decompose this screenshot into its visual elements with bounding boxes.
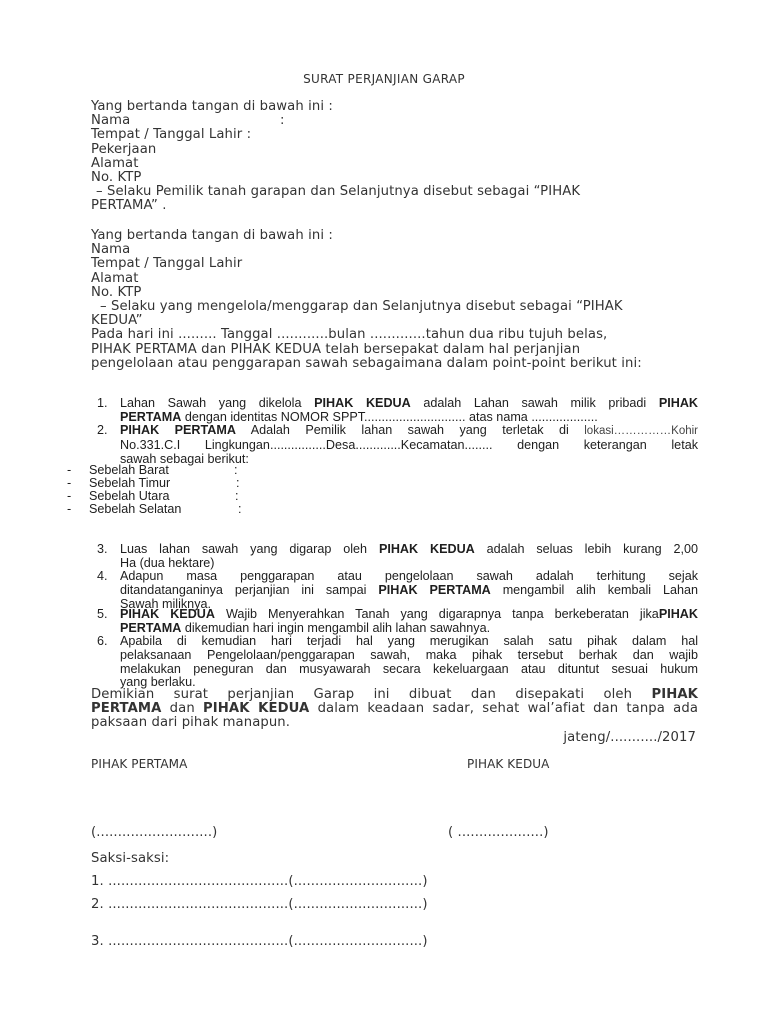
document-title: SURAT PERJANJIAN GARAP [303,72,465,86]
pihak-kedua-statement-cont: KEDUA” [91,313,143,329]
point-number: 6. [97,634,108,648]
point-number: 3. [97,542,108,556]
pihak-pertama-statement-cont: PERTAMA” . [91,198,167,214]
field-tempat-lahir: Tempat / Tanggal Lahir : [91,127,252,143]
point-1: 1. Lahan Sawah yang dikelola PIHAK KEDUA adalah Lahan sawah milik pribadi PIHAK PERTAMA dengan identitas NOMOR SPPT............................. atas nama ................... [97,396,699,424]
point-2: 2. PIHAK PERTAMA Adalah Pemilik lahan sawah yang terletak di lokasi……………Kohir No.331.C.I Lingkungan................Desa.............Kecamatan........ dengan keterangan letak sawah sebagai berikut: [97,423,699,466]
point-number: 4. [97,569,108,583]
signature-label-pihak-kedua: PIHAK KEDUA [467,757,550,771]
pihak-kedua-statement: – Selaku yang mengelola/menggarap dan Selanjutnya disebut sebagai “PIHAK [100,299,623,315]
witness-line-2: 2. ..........................................(..............................) [91,897,428,912]
witness-line-1: 1. ..........................................(..............................) [91,874,428,889]
field-no-ktp: No. KTP [91,284,142,300]
agreement-line-1: Pada hari ini ......... Tanggal ............bulan .............tahun dua ribu tujuh belas, [91,327,608,343]
field-tempat-lahir: Tempat / Tanggal Lahir [91,256,243,272]
pihak-pertama-section [91,100,580,214]
witness-line-3: 3. ..........................................(..............................) [91,934,428,949]
field-nama: Nama [91,242,131,258]
border-item-timur: - Sebelah Timur : [67,476,240,490]
field-nama: Nama : [91,113,285,129]
witnesses-title: Saksi-saksi: [91,851,170,866]
point-5: 5. PIHAK KEDUA Wajib Menyerahkan Tanah yang digarapnya tanpa berkeberatan jikaPIHAK PERTAMA dikemudian hari ingin mengambil alih lahan sawahnya. [97,607,698,635]
point-number: 2. [97,423,108,437]
signature-label-pihak-pertama: PIHAK PERTAMA [91,757,188,771]
border-item-selatan: - Sebelah Selatan : [67,502,242,516]
field-alamat: Alamat [91,155,139,171]
signature-line-pihak-kedua: ( ....................) [448,825,549,840]
point-number: 5. [97,607,108,621]
nama-colon: : [280,113,285,129]
pihak-kedua-section [91,229,642,371]
field-alamat: Alamat [91,270,139,286]
point-3: 3. Luas lahan sawah yang digarap oleh PIHAK KEDUA adalah seluas lebih kurang 2,00 Ha (dua hektare) [97,542,699,570]
agreement-line-3: pengelolaan atau penggarapan sawah sebagaimana dalam point-point berikut ini: [91,355,642,371]
border-item-barat: - Sebelah Barat : [67,463,238,477]
point-number: 1. [97,396,108,410]
agreement-line-2: PIHAK PERTAMA dan PIHAK KEDUA telah bersepakat dalam hal perjanjian [91,341,581,357]
signature-line-pihak-pertama: (...........................) [91,825,218,840]
point-6: 6. Apabila di kemudian hari terjadi hal yang merugikan salah satu pihak dalam hal pelaksanaan Pengelolaan/penggarapan sawah, maka pihak tersebut berhak dan wajib melakukan peneguran dan musyawarah secara kekeluargaan atau dituntut sesuai hukum yang berlaku. [97,634,698,690]
place-date: jateng/.........../2017 [563,730,696,745]
closing-paragraph: Demikian surat perjanjian Garap ini dibuat dan disepakati oleh PIHAK PERTAMA dan PIHAK KEDUA dalam keadaan sadar, sehat wal’afiat dan tanpa ada paksaan dari pihak manapun. [91,687,698,731]
field-pekerjaan: Pekerjaan [91,141,157,157]
point-4: 4. Adapun masa penggarapan atau pengelolaan sawah adalah terhitung sejak ditandatanganinya perjanjian ini sampai PIHAK PERTAMA mengambil alih kembali Lahan Sawah miliknya. [97,569,699,611]
intro-text: Yang bertanda tangan di bawah ini : [91,228,333,243]
pihak-pertama-statement: – Selaku Pemilik tanah garapan dan Selanjutnya disebut sebagai “PIHAK [96,184,581,200]
intro-text: Yang bertanda tangan di bawah ini : [91,99,333,114]
border-item-utara: - Sebelah Utara : [67,489,239,503]
field-no-ktp: No. KTP [91,170,142,186]
